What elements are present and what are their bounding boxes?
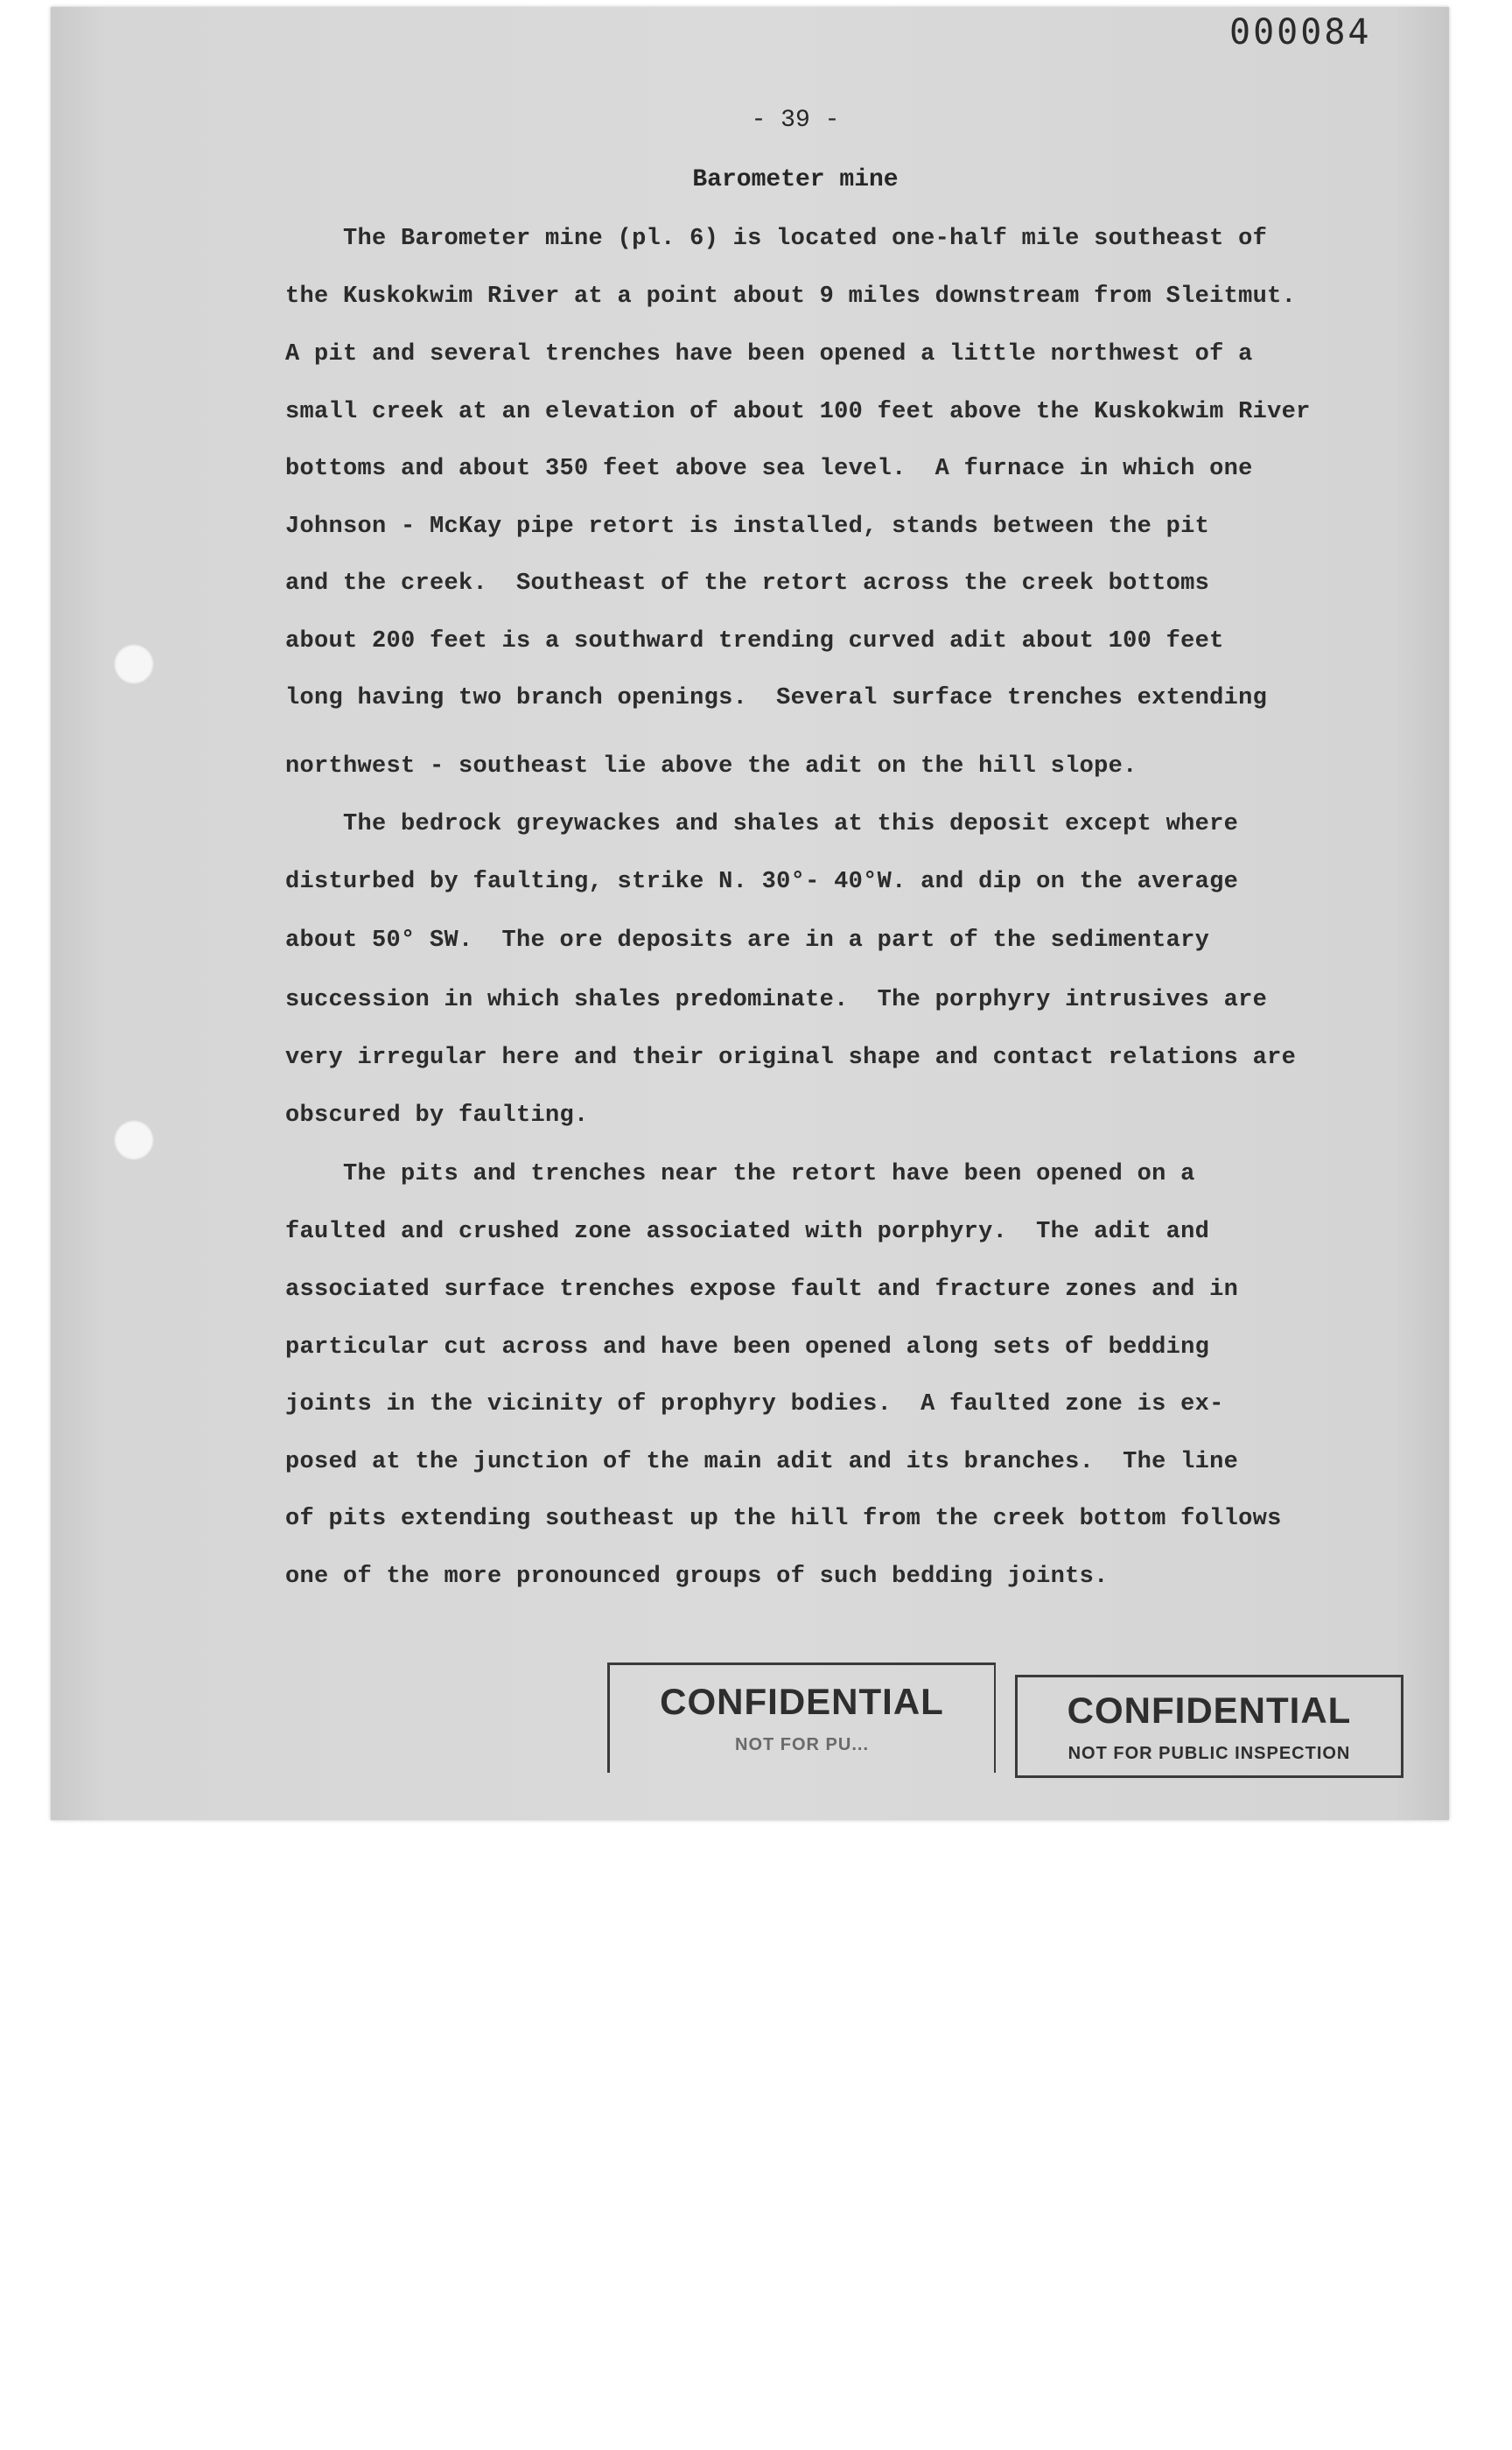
text-line: joints in the vicinity of prophyry bodies. A faulted zone is ex- [285, 1391, 1224, 1418]
text-line: posed at the junction of the main adit and its branches. The line [285, 1449, 1239, 1475]
confidential-stamp-partial [607, 1662, 996, 1773]
text-line: The bedrock greywackes and shales at this deposit except where [285, 811, 1239, 837]
text-line: bottoms and about 350 feet above sea level. A furnace in which one [285, 456, 1253, 482]
text-line: one of the more pronounced groups of such bedding joints. [285, 1564, 1109, 1590]
text-line: about 200 feet is a southward trending curved adit about 100 feet [285, 628, 1224, 654]
text-line: the Kuskokwim River at a point about 9 miles downstream from Sleitmut. [285, 284, 1297, 310]
text-line: northwest - southeast lie above the adit on the hill slope. [285, 753, 1138, 780]
text-line: disturbed by faulting, strike N. 30°- 40°W. and dip on the average [285, 869, 1239, 895]
text-line: The Barometer mine (pl. 6) is located one-half mile southeast of [285, 226, 1268, 252]
text-line: succession in which shales predominate. The porphyry intrusives are [285, 987, 1268, 1013]
text-line: associated surface trenches expose fault and fracture zones and in [285, 1277, 1239, 1303]
section-title: Barometer mine [692, 166, 899, 193]
text-line: about 50° SW. The ore deposits are in a part of the sedimentary [285, 928, 1210, 954]
stamp-subtitle: NOT FOR PU... [735, 1735, 869, 1754]
text-line: Johnson - McKay pipe retort is installed, stands between the pit [285, 514, 1210, 540]
stamp-title: CONFIDENTIAL [660, 1681, 944, 1722]
document-number: 000084 [1229, 12, 1372, 52]
text-line: of pits extending southeast up the hill from the creek bottom follows [285, 1506, 1282, 1532]
text-line: and the creek. Southeast of the retort across the creek bottoms [285, 570, 1210, 597]
stamp-subtitle: NOT FOR PUBLIC INSPECTION [1068, 1744, 1351, 1763]
text-line: faulted and crushed zone associated with porphyry. The adit and [285, 1219, 1210, 1245]
text-line: The pits and trenches near the retort have been opened on a [285, 1161, 1195, 1187]
text-line: very irregular here and their original shape and contact relations are [285, 1045, 1297, 1071]
page-number: - 39 - [751, 107, 840, 134]
text-line: A pit and several trenches have been opened a little northwest of a [285, 341, 1253, 368]
confidential-stamp [1015, 1675, 1404, 1778]
stamp-title: CONFIDENTIAL [1067, 1690, 1352, 1731]
text-line: obscured by faulting. [285, 1102, 589, 1129]
text-line: long having two branch openings. Several surface trenches extending [285, 685, 1268, 711]
binder-hole-bottom [114, 1120, 154, 1160]
text-line: particular cut across and have been opened along sets of bedding [285, 1334, 1210, 1361]
text-line: small creek at an elevation of about 100 feet above the Kuskokwim River [285, 399, 1311, 425]
scanned-page [51, 7, 1449, 1820]
binder-hole-top [114, 644, 154, 684]
